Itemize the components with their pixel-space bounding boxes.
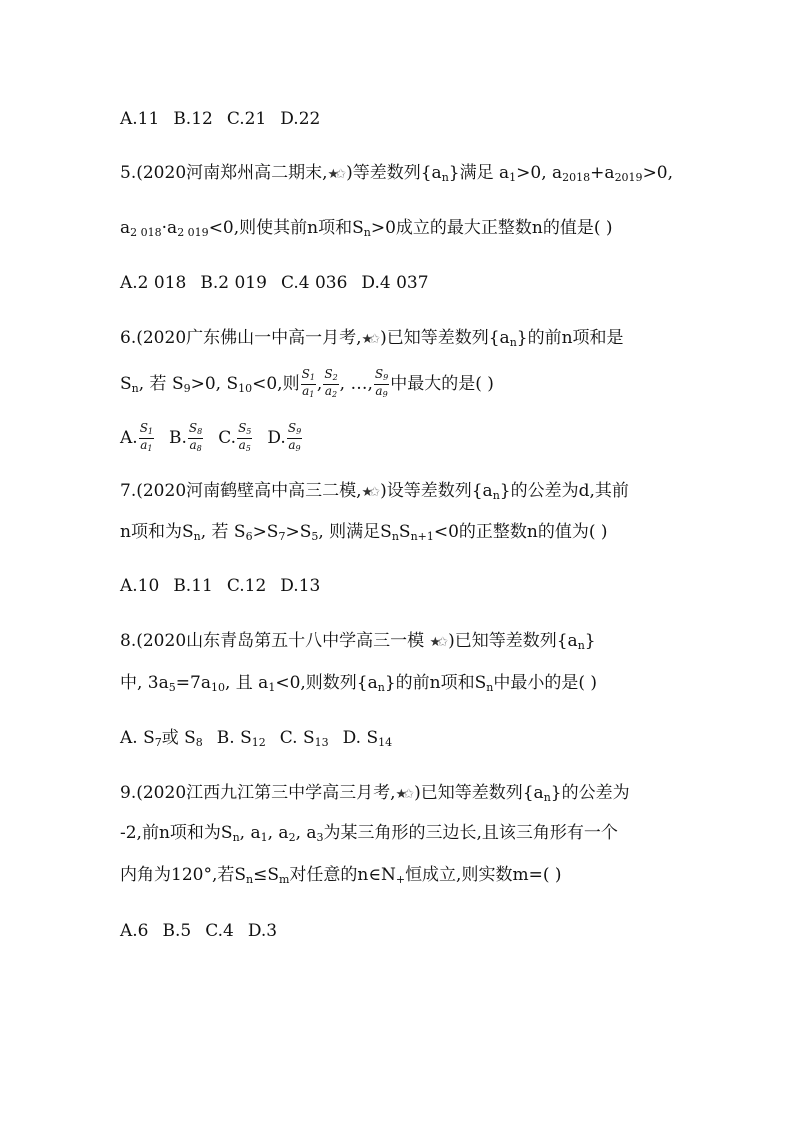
option: A. $S_7$或 $S_8$ (120, 728, 203, 749)
option: C. $S_{13}$ (279, 728, 329, 749)
difficulty-star-icon: ★✩ (327, 167, 343, 182)
q9-line3: 内角为120°,若$S_n\le S_m$对任意的$n\in N_+$恒成立,则实数m=( ) (120, 865, 562, 886)
q9-options (120, 920, 291, 942)
option: B. $S_{12}$ (216, 728, 266, 749)
option: B.5 (162, 921, 192, 941)
option: B. $\frac{S_8}{a_8}$ (169, 421, 203, 453)
q6-number: 6. (120, 328, 137, 348)
q5-options (120, 272, 443, 294)
option: A.11 (120, 109, 160, 129)
option: A.2 018 (120, 273, 187, 293)
q8-line1: 8.(2020山东青岛第五十八中学高三一模 ★✩ )已知等差数列$\{a_n\}$ (120, 631, 596, 652)
q5-number: 5. (120, 163, 137, 183)
option: A.6 (120, 921, 149, 941)
q8-line2: 中, $3a_5=7a_{10}$, 且 $a_1<0$,则数列$\{a_n\}$的前n项和$S_n$中最小的是( ) (120, 673, 598, 694)
option: D.4 037 (361, 273, 429, 293)
q9-line2: -2,前n项和为$S_n$, $a_1$, $a_2$, $a_3$为某三角形的三边长,且该三角形有一个 (120, 823, 618, 844)
q4-options (120, 108, 334, 130)
option: C.12 (226, 576, 267, 596)
option: D.13 (280, 576, 321, 596)
q7-options (120, 575, 334, 597)
q6-line2: $S_n$, 若 $S_9>0$, $S_{10}<0$,则 $\frac{S_1}{a_1}$ , $\frac{S_2}{a_2}$ , …, $\frac{S_9}{a_9}$ 中最大的是( ) (120, 367, 494, 399)
option: A.10 (120, 576, 160, 596)
option: C.4 036 (280, 273, 348, 293)
option: B.11 (173, 576, 213, 596)
q9-line1: 9.(2020江西九江第三中学高三月考,★✩ )已知等差数列$\{a_n\}$的公差为 (120, 783, 630, 804)
q7-line2: n项和为$S_n$, 若 $S_6>S_7>S_5$, 则满足$S_nS_{n+1}<0$的正整数n的值为( ) (120, 522, 608, 543)
q6-line1: 6.(2020广东佛山一中高一月考,★✩ )已知等差数列$\{a_n\}$的前n项和是 (120, 328, 624, 349)
difficulty-star-icon: ★✩ (361, 485, 377, 500)
option: B.12 (173, 109, 213, 129)
option: C.4 (205, 921, 234, 941)
difficulty-star-icon: ★✩ (429, 635, 445, 650)
option: B.2 019 (200, 273, 267, 293)
q7-number: 7. (120, 481, 137, 501)
difficulty-star-icon: ★✩ (395, 787, 411, 802)
option: D. $\frac{S_9}{a_9}$ (267, 421, 302, 453)
q8-number: 8. (120, 631, 137, 651)
option: C.21 (226, 109, 267, 129)
q5-line1: 5.(2020河南郑州高二期末,★✩ )等差数列$\{a_n\}$满足 $a_1>0$, $a_{2018}+a_{2019}>0$, (120, 163, 674, 184)
option: D.22 (280, 109, 321, 129)
fraction: $\frac{S_9}{a_9}$ (374, 367, 389, 399)
option: C. $\frac{S_5}{a_5}$ (218, 421, 252, 453)
option: A. $\frac{S_1}{a_1}$ (120, 421, 154, 453)
fraction: $\frac{S_1}{a_1}$ (301, 367, 315, 399)
fraction: $\frac{S_2}{a_2}$ (324, 367, 338, 399)
q5-line2: $a_{2 018}\cdot a_{2 019}<0$,则使其前n项和$S_n>0$成立的最大正整数n的值是( ) (120, 218, 613, 239)
option: D.3 (247, 921, 278, 941)
q6-options (120, 422, 317, 455)
q7-line1: 7.(2020河南鹤壁高中高三二模,★✩ )设等差数列$\{a_n\}$的公差为d,其前 (120, 481, 629, 502)
difficulty-star-icon: ★✩ (361, 332, 377, 347)
q9-number: 9. (120, 783, 137, 803)
option: D. $S_{14}$ (342, 728, 393, 749)
q8-options (120, 727, 406, 754)
